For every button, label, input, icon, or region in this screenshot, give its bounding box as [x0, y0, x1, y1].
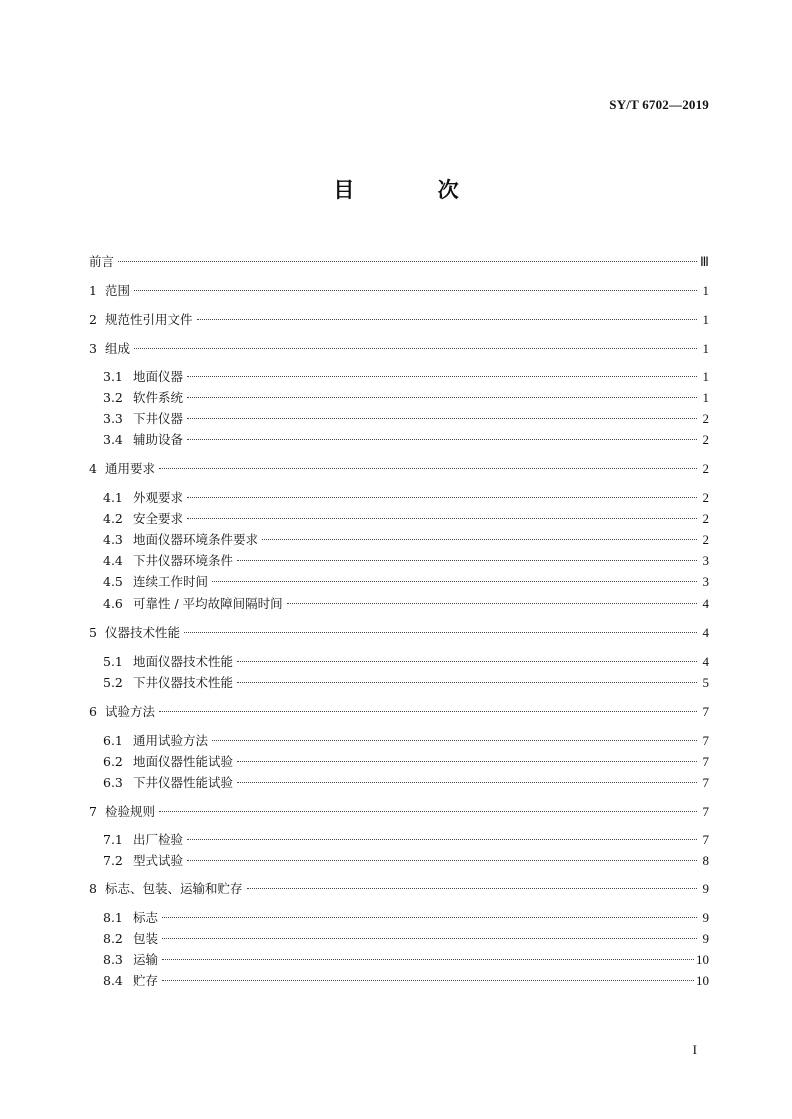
- page-title: 目 次: [333, 178, 497, 202]
- toc-entry-label: 检验规则: [105, 804, 156, 819]
- toc-dot-leader: [134, 348, 697, 349]
- toc-entry-page: 7: [702, 733, 709, 748]
- toc-entry-page: 3: [702, 553, 709, 568]
- toc-entry-label: 地面仪器性能试验: [133, 754, 234, 769]
- toc-entry-page: Ⅲ: [700, 254, 709, 269]
- toc-entry-label: 安全要求: [133, 511, 184, 526]
- toc-dot-leader: [247, 888, 697, 889]
- toc-entry-number: 4.4: [103, 553, 123, 568]
- toc-entry[interactable]: [103, 390, 709, 406]
- toc-entry[interactable]: [89, 804, 709, 820]
- toc-entry[interactable]: [89, 312, 709, 328]
- toc-entry[interactable]: [103, 675, 709, 691]
- toc-entry[interactable]: [103, 952, 709, 968]
- toc-dot-leader: [237, 560, 697, 561]
- toc-entry-label: 包装: [133, 931, 159, 946]
- toc-dot-leader: [262, 539, 697, 540]
- toc-entry-label: 出厂检验: [133, 832, 184, 847]
- toc-entry-number: 8.3: [103, 952, 123, 967]
- toc-entry-page: 10: [696, 973, 709, 988]
- toc-entry[interactable]: [103, 853, 709, 869]
- toc-entry-page: 5: [702, 675, 709, 690]
- toc-entry[interactable]: [89, 625, 709, 641]
- toc-entry-page: 2: [702, 432, 709, 447]
- toc-entry-label: 试验方法: [105, 704, 156, 719]
- toc-entry-page: 10: [696, 952, 709, 967]
- toc-entry-page: 8: [702, 853, 709, 868]
- toc-entry-number: 3.2: [103, 390, 123, 405]
- toc-dot-leader: [162, 980, 694, 981]
- toc-entry[interactable]: [103, 369, 709, 385]
- toc-entry[interactable]: [89, 254, 709, 270]
- toc-dot-leader: [159, 711, 697, 712]
- toc-entry[interactable]: [103, 574, 709, 590]
- toc-entry-page: 7: [702, 754, 709, 769]
- toc-entry-number: 6.3: [103, 775, 123, 790]
- toc-entry[interactable]: [103, 511, 709, 527]
- toc-dot-leader: [187, 518, 697, 519]
- toc-entry-number: 8.4: [103, 973, 123, 988]
- toc-entry-number: 5: [89, 625, 97, 640]
- toc-entry-page: 1: [702, 369, 709, 384]
- toc-entry-page: 1: [702, 341, 709, 356]
- toc-entry-number: 4.6: [103, 596, 123, 611]
- toc-dot-leader: [237, 682, 697, 683]
- toc-dot-leader: [187, 439, 697, 440]
- toc-dot-leader: [287, 603, 697, 604]
- toc-entry[interactable]: [89, 283, 709, 299]
- toc-dot-leader: [237, 661, 697, 662]
- toc-entry-page: 1: [702, 390, 709, 405]
- toc-entry-label: 通用要求: [105, 461, 156, 476]
- toc-dot-leader: [237, 782, 697, 783]
- toc-dot-leader: [197, 319, 697, 320]
- toc-entry[interactable]: [103, 733, 709, 749]
- toc-dot-leader: [187, 376, 697, 377]
- toc-entry-page: 2: [702, 532, 709, 547]
- toc-entry-page: 2: [702, 511, 709, 526]
- toc-entry[interactable]: [89, 881, 709, 897]
- toc-entry-page: 2: [702, 461, 709, 476]
- toc-entry[interactable]: [103, 432, 709, 448]
- toc-entry-number: 7.1: [103, 832, 123, 847]
- toc-dot-leader: [187, 418, 697, 419]
- toc-entry[interactable]: [89, 461, 709, 477]
- toc-dot-leader: [237, 761, 697, 762]
- toc-dot-leader: [162, 959, 694, 960]
- toc-entry-label: 范围: [105, 283, 131, 298]
- toc-entry-page: 7: [702, 775, 709, 790]
- toc-entry-number: 7: [89, 804, 97, 819]
- toc-entry-label: 运输: [133, 952, 159, 967]
- toc-entry[interactable]: [89, 341, 709, 357]
- toc-entry-label: 外观要求: [133, 490, 184, 505]
- toc-entry[interactable]: [103, 596, 709, 612]
- toc-entry-number: 5.1: [103, 654, 123, 669]
- toc-entry-page: 4: [702, 654, 709, 669]
- toc-entry-page: 4: [702, 596, 709, 611]
- toc-dot-leader: [187, 397, 697, 398]
- toc-entry[interactable]: [103, 931, 709, 947]
- toc-entry-label: 型式试验: [133, 853, 184, 868]
- toc-entry[interactable]: [103, 490, 709, 506]
- toc-entry-page: 9: [702, 910, 709, 925]
- toc-entry[interactable]: [103, 411, 709, 427]
- toc-dot-leader: [187, 860, 697, 861]
- toc-dot-leader: [162, 917, 697, 918]
- toc-dot-leader: [134, 290, 697, 291]
- toc-entry-number: 4.1: [103, 490, 123, 505]
- toc-entry-number: 6.1: [103, 733, 123, 748]
- toc-entry[interactable]: [103, 532, 709, 548]
- toc-entry-label: 下井仪器: [133, 411, 184, 426]
- toc-entry-label: 连续工作时间: [133, 574, 209, 589]
- toc-dot-leader: [187, 497, 697, 498]
- standard-code: SY/T 6702—2019: [609, 97, 709, 112]
- toc-entry-number: 8.2: [103, 931, 123, 946]
- toc-entry-page: 7: [702, 704, 709, 719]
- toc-entry[interactable]: [103, 973, 709, 989]
- page-number: I: [692, 1042, 697, 1057]
- toc-entry-number: 2: [89, 312, 97, 327]
- toc-entry-page: 7: [702, 804, 709, 819]
- toc-entry-label: 地面仪器技术性能: [133, 654, 234, 669]
- toc-entry-page: 9: [702, 881, 709, 896]
- toc-entry-label: 辅助设备: [133, 432, 184, 447]
- toc-entry[interactable]: [103, 654, 709, 670]
- toc-entry-label: 贮存: [133, 973, 159, 988]
- toc-entry-number: 5.2: [103, 675, 123, 690]
- toc-entry-page: 1: [702, 283, 709, 298]
- toc-dot-leader: [162, 938, 697, 939]
- toc-entry-number: 4.2: [103, 511, 123, 526]
- toc-dot-leader: [159, 468, 697, 469]
- toc-entry-number: 4: [89, 461, 97, 476]
- toc-entry-label: 下井仪器性能试验: [133, 775, 234, 790]
- toc-entry-page: 2: [702, 411, 709, 426]
- toc-entry-label: 前言: [89, 254, 115, 269]
- toc-entry-page: 2: [702, 490, 709, 505]
- toc-entry[interactable]: [103, 832, 709, 848]
- toc-entry-label: 标志、包装、运输和贮存: [105, 881, 243, 896]
- toc-entry[interactable]: [103, 910, 709, 926]
- toc-entry-number: 3.3: [103, 411, 123, 426]
- toc-entry-label: 地面仪器: [133, 369, 184, 384]
- toc-entry-label: 软件系统: [133, 390, 184, 405]
- toc-entry-number: 3: [89, 341, 97, 356]
- toc-entry-number: 8.1: [103, 910, 123, 925]
- toc-entry-number: 4.5: [103, 574, 123, 589]
- toc-entry-number: 4.3: [103, 532, 123, 547]
- toc-entry[interactable]: [89, 704, 709, 720]
- toc-entry-page: 4: [702, 625, 709, 640]
- toc-entry-number: 6: [89, 704, 97, 719]
- toc-entry-number: 1: [89, 283, 97, 298]
- toc-entry-page: 3: [702, 574, 709, 589]
- toc-entry-number: 6.2: [103, 754, 123, 769]
- toc-entry-label: 规范性引用文件: [105, 312, 193, 327]
- toc-entry[interactable]: [103, 754, 709, 770]
- toc-dot-leader: [212, 581, 697, 582]
- toc-entry-page: 9: [702, 931, 709, 946]
- toc-entry-label: 下井仪器技术性能: [133, 675, 234, 690]
- toc-entry-label: 地面仪器环境条件要求: [133, 532, 259, 547]
- toc-entry-number: 7.2: [103, 853, 123, 868]
- toc-entry-label: 通用试验方法: [133, 733, 209, 748]
- toc-entry[interactable]: [103, 775, 709, 791]
- toc-entry[interactable]: [103, 553, 709, 569]
- toc-dot-leader: [118, 261, 697, 262]
- toc-entry-label: 组成: [105, 341, 131, 356]
- toc-dot-leader: [187, 839, 697, 840]
- toc-entry-number: 3.1: [103, 369, 123, 384]
- toc-entry-label: 标志: [133, 910, 159, 925]
- toc-entry-page: 7: [702, 832, 709, 847]
- toc-entry-number: 3.4: [103, 432, 123, 447]
- toc-entry-page: 1: [702, 312, 709, 327]
- toc-entry-number: 8: [89, 881, 97, 896]
- toc-dot-leader: [159, 811, 697, 812]
- toc-entry-label: 下井仪器环境条件: [133, 553, 234, 568]
- toc-entry-label: 仪器技术性能: [105, 625, 181, 640]
- toc-dot-leader: [184, 632, 697, 633]
- toc-dot-leader: [212, 740, 697, 741]
- toc-entry-label: 可靠性 / 平均故障间隔时间: [133, 596, 283, 611]
